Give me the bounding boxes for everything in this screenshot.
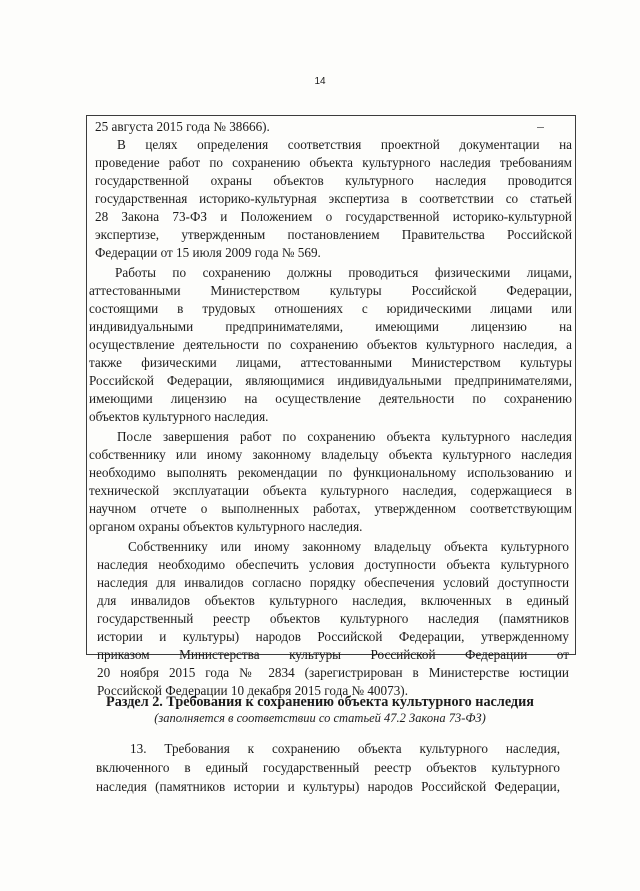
paragraph-3-line-1: Работы по сохранению должны проводиться физическими лицами, — [115, 265, 572, 280]
paragraph-3-line-4: индивидуальными предпринимателями, имеющими лицензию на — [89, 319, 572, 334]
paragraph-3-line-2: аттестованными Министерством культуры Российской Федерации, — [89, 283, 572, 298]
paragraph-2-line-2: проведение работ по сохранению объекта культурного наследия требованиям — [95, 155, 572, 170]
paragraph-4-line-6: органом охраны объектов культурного наследия. — [89, 519, 363, 534]
paragraph-5-line-7: приказом Министерства культуры Российской Федерации от — [97, 647, 569, 662]
paragraph-2-line-5: 28 Закона 73-ФЗ и Положением о государственной историко-культурной — [95, 209, 572, 224]
paragraph-4-line-5: научном отчете о выполненных работах, утвержденном соответствующим — [89, 501, 572, 516]
section-heading: Раздел 2. Требования к сохранению объекта культурного наследия — [106, 694, 534, 710]
paragraph-5-line-3: наследия для инвалидов согласно порядку обеспечения условий доступности — [97, 575, 569, 590]
paragraph-5-line-6: истории и культуры) народов Российской Федерации, утвержденному — [97, 629, 569, 644]
section-subheading: (заполняется в соответствии со статьей 47.2 Закона 73-ФЗ) — [154, 711, 486, 725]
paragraph-3-line-6: также физическими лицами, аттестованными Министерством культуры — [89, 355, 572, 370]
paragraph-2-line-3: государственной охраны объектов культурного наследия проводится — [95, 173, 572, 188]
paragraph-4-line-3: необходимо выполнять рекомендации по функциональному использованию и — [89, 465, 572, 480]
paragraph-3-line-5: осуществление деятельности по сохранению объектов культурного наследия, а — [89, 337, 572, 352]
paragraph-2-line-4: государственная историко-культурная экспертиза в соответствии со статьей — [95, 191, 572, 206]
paragraph-5-line-5: государственный реестр объектов культурного наследия (памятников — [97, 611, 569, 626]
paragraph-4-line-1: После завершения работ по сохранению объекта культурного наследия — [117, 429, 572, 444]
paragraph-2-line-1: В целях определения соответствия проектной документации на — [117, 137, 572, 152]
paragraph-2-line-7: Федерации от 15 июля 2009 года № 569. — [95, 245, 321, 260]
paragraph-3-line-8: имеющими лицензию на осуществление деятельности по сохранению — [89, 391, 572, 406]
item-13-line-3: наследия (памятников истории и культуры) народов Российской Федерации, — [96, 779, 560, 794]
stray-mark — [537, 127, 544, 128]
paragraph-3-line-7: Российской Федерации, являющимися индивидуальными предпринимателями, — [89, 373, 572, 388]
paragraph-5-line-1: Собственнику или иному законному владельцу объекта культурного — [128, 539, 569, 554]
paragraph-3-line-3: состоящими в трудовых отношениях с юридическими лицами или — [89, 301, 572, 316]
item-13-line-2: включенного в единый государственный реестр объектов культурного — [96, 760, 560, 775]
paragraph-5-line-4: для инвалидов объектов культурного наследия, включенных в единый — [97, 593, 569, 608]
page-number: 14 — [314, 76, 326, 87]
paragraph-1-line-1: 25 августа 2015 года № 38666). — [95, 119, 270, 134]
item-13-line-1: 13. Требования к сохранению объекта культурного наследия, — [130, 741, 560, 756]
paragraph-5-line-8: 20 ноября 2015 года № 2834 (зарегистрирован в Министерстве юстиции — [97, 665, 569, 680]
paragraph-2-line-6: экспертизе, утвержденным постановлением Правительства Российской — [95, 227, 572, 242]
paragraph-5-line-9: Российской Федерации 10 декабря 2015 года № 40073). — [97, 683, 408, 698]
paragraph-4-line-2: собственнику или иному законному владельцу объекта культурного наследия — [89, 447, 572, 462]
paragraph-4-line-4: технической эксплуатации объекта культурного наследия, содержащиеся в — [89, 483, 572, 498]
paragraph-3-line-9: объектов культурного наследия. — [89, 409, 269, 424]
paragraph-5-line-2: наследия необходимо обеспечить условия доступности объекта культурного — [97, 557, 569, 572]
